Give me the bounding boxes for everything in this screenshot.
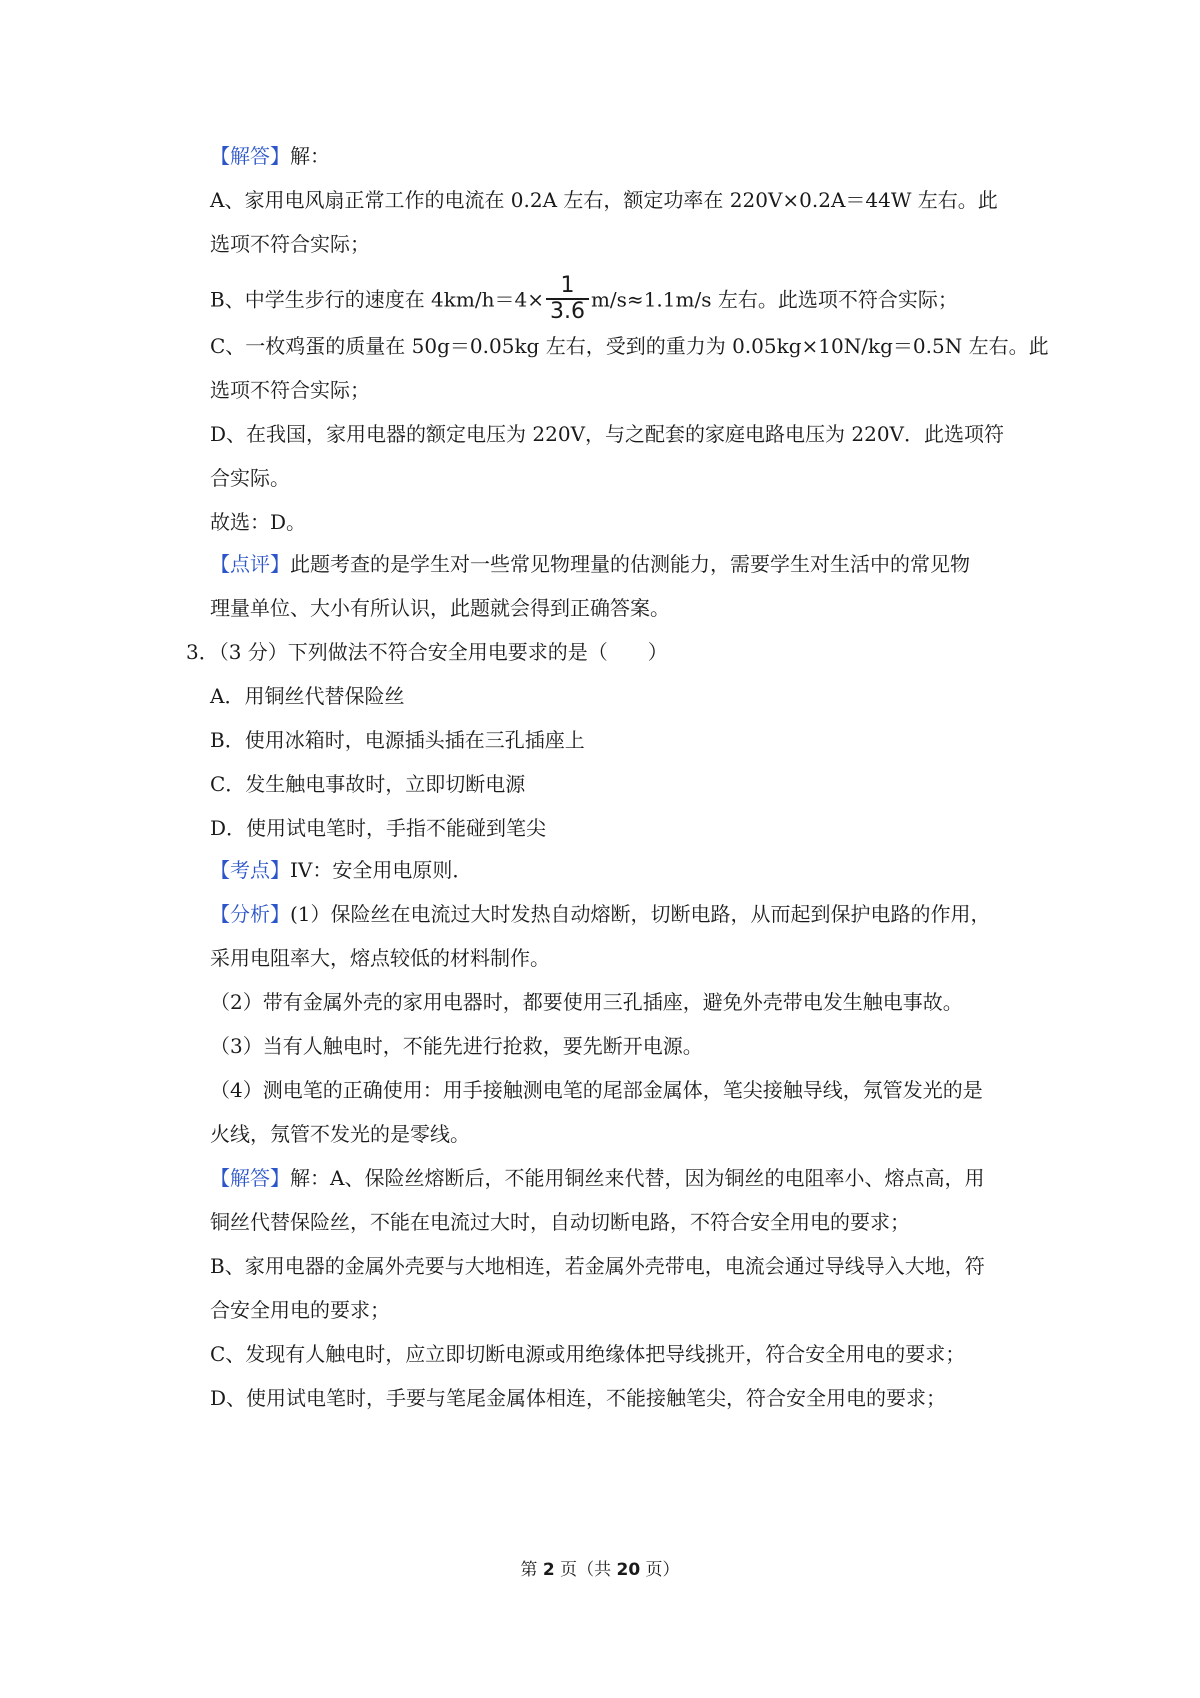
- q3-answer-b-line1: B、家用电器的金属外壳要与大地相连，若金属外壳带电，电流会通过导线导入大地，符: [210, 1254, 985, 1278]
- footer-middle: 页（共: [554, 1560, 617, 1580]
- b-text-pre: B、中学生步行的速度在 4km/h＝4×: [210, 287, 544, 312]
- q3-answer-d: D、使用试电笔时，手要与笔尾金属体相连，不能接触笔尖，符合安全用电的要求；: [210, 1386, 947, 1410]
- footer-prefix: 第: [520, 1560, 543, 1580]
- q3-option-d: D．使用试电笔时，手指不能碰到笔尖: [210, 816, 547, 840]
- answer-tag: 【解答】: [210, 144, 290, 168]
- q2-answer-header: [210, 142, 330, 170]
- q3-answer-line2: 铜丝代替保险丝，不能在电流过大时，自动切断电路，不符合安全用电的要求；: [210, 1210, 910, 1234]
- q3-option-c: C．发生触电事故时，立即切断电源: [210, 772, 526, 796]
- answer-text: 解：A、保险丝熔断后，不能用铜丝来代替，因为铜丝的电阻率小、熔点高，用: [290, 1166, 985, 1190]
- q3-kaodian: [210, 856, 472, 884]
- q3-option-a: A．用铜丝代替保险丝: [210, 684, 405, 708]
- q2-option-a-line2: 选项不符合实际；: [210, 232, 370, 256]
- q3-analysis-line2: 采用电阻率大，熔点较低的材料制作。: [210, 946, 550, 970]
- analysis-tag: 【分析】: [210, 902, 290, 926]
- q2-choice: 故选：D。: [210, 510, 307, 534]
- fraction: [546, 274, 589, 324]
- q2-option-d-line1: D、在我国，家用电器的额定电压为 220V，与之配套的家庭电路电压为 220V．此选项符: [210, 422, 1004, 446]
- footer-page-number: 2: [542, 1560, 555, 1580]
- q3-answer-c: C、发现有人触电时，应立即切断电源或用绝缘体把导线挑开，符合安全用电的要求；: [210, 1342, 966, 1366]
- q2-option-c-line1: C、一枚鸡蛋的质量在 50g＝0.05kg 左右，受到的重力为 0.05kg×10N/kg＝0.5N 左右。此: [210, 334, 1049, 358]
- q3-analysis-3: （3）当有人触电时，不能先进行抢救，要先断开电源。: [210, 1034, 703, 1058]
- q2-option-b: [210, 273, 958, 326]
- q2-comment-line2: 理量单位、大小有所认识，此题就会得到正确答案。: [210, 596, 670, 620]
- kaodian-text: IV：安全用电原则．: [290, 858, 473, 882]
- answer-tag: 【解答】: [210, 1166, 290, 1190]
- q3-analysis-2: （2）带有金属外壳的家用电器时，都要使用三孔插座，避免外壳带电发生触电事故。: [210, 990, 963, 1014]
- q3-analysis-line1: [210, 900, 991, 928]
- fraction-numerator: 1: [560, 273, 575, 298]
- fraction-denominator: 3.6: [546, 298, 589, 324]
- q2-option-a-line1: A、家用电风扇正常工作的电流在 0.2A 左右，额定功率在 220V×0.2A＝44W 左右。此: [210, 188, 998, 212]
- b-text-post: m/s≈1.1m/s 左右。此选项不符合实际；: [590, 287, 958, 312]
- kaodian-tag: 【考点】: [210, 858, 290, 882]
- q3-answer-b-line2: 合安全用电的要求；: [210, 1298, 390, 1322]
- page-footer: [0, 1558, 1200, 1582]
- comment-tag: 【点评】: [210, 552, 290, 576]
- q2-option-d-line2: 合实际。: [210, 466, 290, 490]
- q2-option-c-line2: 选项不符合实际；: [210, 378, 370, 402]
- analysis-text: (1）保险丝在电流过大时发热自动熔断，切断电路，从而起到保护电路的作用，: [290, 902, 991, 926]
- comment-text: 此题考查的是学生对一些常见物理量的估测能力，需要学生对生活中的常见物: [290, 552, 970, 576]
- q3-stem: 3．（3 分）下列做法不符合安全用电要求的是（ ）: [186, 640, 668, 664]
- answer-intro: 解：: [290, 144, 330, 168]
- q3-analysis-4-line1: （4）测电笔的正确使用：用手接触测电笔的尾部金属体，笔尖接触导线，氖管发光的是: [210, 1078, 983, 1102]
- footer-total-pages: 20: [616, 1560, 641, 1580]
- q2-comment-line1: [210, 550, 970, 578]
- q3-option-b: B．使用冰箱时，电源插头插在三孔插座上: [210, 728, 585, 752]
- q3-analysis-4-line2: 火线，氖管不发光的是零线。: [210, 1122, 470, 1146]
- footer-suffix: 页）: [640, 1560, 680, 1580]
- q3-answer-line1: [210, 1164, 984, 1192]
